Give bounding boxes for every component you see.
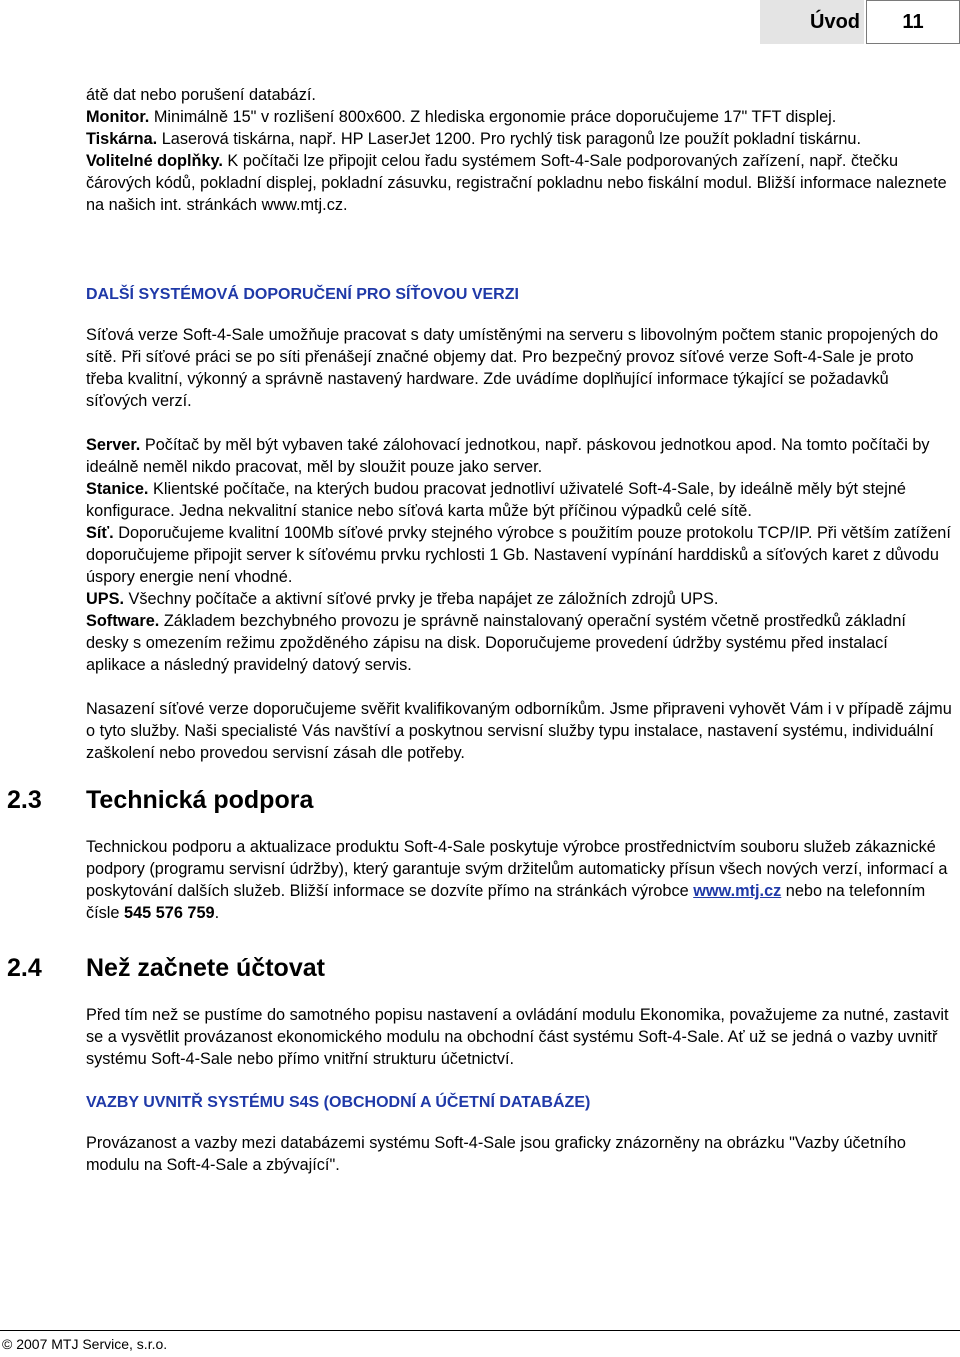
term-label: UPS.	[86, 590, 125, 608]
phone-number: 545 576 759	[124, 904, 215, 922]
ups-paragraph	[86, 588, 952, 610]
vendor-website-link[interactable]: www.mtj.cz	[693, 882, 782, 900]
paragraph: Nasazení síťové verze doporučujeme svěřit kvalifikovaným odborníkům. Jsme připraveni vyhovět Vám i v případě zájmu o tyto služby. Naši specialisté Vás navštíví a poskytnou servisní služby typu instalace, nastavení systému, individuální zaškolení nebo provedou servisní zásah dle potřeby.	[86, 700, 952, 762]
section-title: Než začnete účtovat	[86, 954, 325, 982]
paragraph-text: Minimálně 15" v rozlišení 800x600. Z hlediska ergonomie práce doporučujeme 17" TFT displej.	[149, 108, 837, 126]
term-label: Server.	[86, 436, 141, 454]
before-accounting-section	[86, 1004, 952, 1176]
net-paragraph	[86, 522, 952, 588]
paragraph: Před tím než se pustíme do samotného popisu nastavení a ovládání modulu Ekonomika, považujeme za nutné, zastavit se a vysvětlit provázanost ekonomického modulu na obchodní část systému Soft-4-Sale. Ať už se jedná o vazby uvnitř systému Soft-4-Sale nebo přímo vnitřní strukturu účetnictví.	[86, 1006, 949, 1068]
support-section	[86, 836, 952, 924]
section-title: Technická podpora	[86, 786, 314, 814]
paragraph-text: Klientské počítače, na kterých budou pracovat jednotliví uživatelé Soft-4-Sale, by ideálně měly být stejné konfigurace. Jedna nekvalitní stanice nebo síťová karta může být příčinou výpadků celé sítě.	[86, 480, 906, 520]
chapter-title: Úvod	[760, 0, 864, 44]
paragraph-text: Všechny počítače a aktivní síťové prvky je třeba napájet ze záložních zdrojů UPS.	[124, 590, 719, 608]
page-number: 11	[866, 0, 960, 44]
term-label: Síť.	[86, 524, 114, 542]
printer-paragraph	[86, 128, 952, 150]
paragraph: Provázanost a vazby mezi databázemi systému Soft-4-Sale jsou graficky znázorněny na obrázku "Vazby účetního modulu na Soft-4-Sale a zbývající".	[86, 1134, 906, 1174]
paragraph	[86, 836, 952, 924]
monitor-paragraph	[86, 106, 952, 128]
software-paragraph	[86, 610, 952, 676]
term-label: Stanice.	[86, 480, 149, 498]
addons-paragraph	[86, 150, 952, 216]
term-label: Monitor.	[86, 108, 150, 126]
paragraph-text: .	[214, 904, 220, 922]
network-section	[86, 284, 952, 764]
section-number: 2.4	[7, 954, 42, 982]
stations-paragraph	[86, 478, 952, 522]
term-label: Tiskárna.	[86, 130, 158, 148]
paragraph: Síťová verze Soft-4-Sale umožňuje pracovat s daty umístěnými na serveru s libovolným počtem stanic propojených do sítě. Při síťové práci se po síti přenášejí značné objemy dat. Pro bezpečný provoz síťové verze Soft-4-Sale je proto třeba kvalitní, výkonný a správně nastavený hardware. Zde uvádíme doplňující informace týkající se požadavků síťových verzí.	[86, 326, 939, 410]
paragraph-text: Laserová tiskárna, např. HP LaserJet 1200. Pro rychlý tisk paragonů lze použít pokladní tiskárnu.	[157, 130, 861, 148]
paragraph-text: Doporučujeme kvalitní 100Mb síťové prvky stejného výrobce s použitím pouze protokolu TCP/IP. Při větším zatížení doporučujeme připojit server k síťovému prvku rychlosti 1 Gb. Nastavení vypínání harddisků a síťových karet z důvodu úspory energie není vhodné.	[86, 524, 951, 586]
server-paragraph	[86, 434, 952, 478]
paragraph: átě dat nebo porušení databází.	[86, 86, 316, 104]
section-number: 2.3	[7, 786, 42, 814]
paragraph-text: K počítači lze připojit celou řadu systémem Soft-4-Sale podporovaných zařízení, např. čtečku čárových kódů, pokladní displej, pokladní zásuvku, registrační pokladnu nebo fiskální modul. Bližší informace naleznete na našich int. stránkách www.mtj.cz.	[86, 152, 947, 214]
paragraph-text: Technickou podporu a aktualizace produktu Soft-4-Sale poskytuje výrobce prostřednictvím souboru služeb zákaznické podpory (programu servisní údržby), který garantuje svým držitelům automaticky přísun všech nových verzí, informací a poskytování dalších služeb. Bližší informace se dozvíte přímo na stránkách výrobce	[86, 838, 948, 900]
hardware-requirements	[86, 84, 952, 216]
paragraph-text: nebo na telefonním čísle	[86, 882, 926, 922]
paragraph-text: Počítač by měl být vybaven také zálohovací jednotkou, např. páskovou jednotkou apod. Na tomto počítači by ideálně neměl nikdo pracovat, měl by sloužit pouze jako server.	[86, 436, 930, 476]
term-label: Software.	[86, 612, 160, 630]
subsection-heading: VAZBY UVNITŘ SYSTÉMU S4S (OBCHODNÍ A ÚČETNÍ DATABÁZE)	[86, 1094, 591, 1111]
paragraph-text: Základem bezchybného provozu je správně nainstalovaný operační systém včetně prostředků základní desky s omezením režimu zpožděného zápisu na disk. Doporučujeme provedení údržby systému před instalací aplikace a následný pravidelný datový servis.	[86, 612, 906, 674]
term-label: Volitelné doplňky.	[86, 152, 223, 170]
footer-copyright: © 2007 MTJ Service, s.r.o.	[2, 1336, 168, 1352]
section-heading: DALŠÍ SYSTÉMOVÁ DOPORUČENÍ PRO SÍŤOVOU VERZI	[86, 286, 519, 303]
page-header	[0, 0, 960, 44]
footer-divider	[0, 1330, 960, 1331]
